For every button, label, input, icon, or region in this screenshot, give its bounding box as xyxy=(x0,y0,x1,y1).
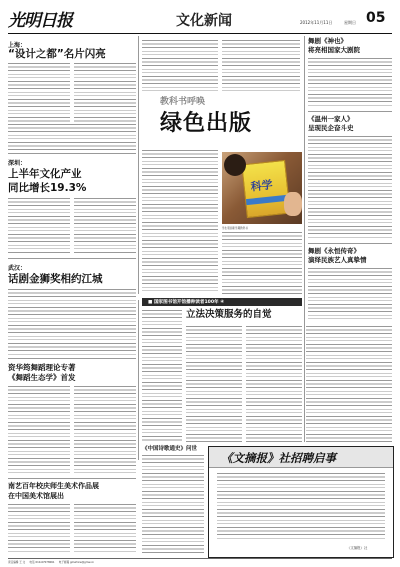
article-body-eternal-legend xyxy=(308,268,392,322)
headline-dance-shenye-line2: 将亮相国家大剧院 xyxy=(308,46,360,54)
headline-eternal-legend-line1: 舞剧《永恒传奇》 xyxy=(308,247,360,255)
article-body-shanghai xyxy=(74,63,136,123)
article-divider xyxy=(8,258,136,259)
headline-wenzhou-line2: 呈现民企奋斗史 xyxy=(308,124,354,132)
ad-body xyxy=(217,473,385,541)
library-article-body xyxy=(306,326,392,442)
article-body-shanghai xyxy=(8,124,136,150)
column-divider xyxy=(138,36,139,294)
headline-shanghai: “设计之都”名片闪亮 xyxy=(8,48,106,60)
article-body-art-exhibit xyxy=(74,504,136,554)
recruitment-ad xyxy=(208,446,394,558)
article-body-dance-book xyxy=(74,386,136,474)
feature-kicker: 教科书呼唤 xyxy=(160,97,206,107)
footer-credits: 责任编辑 王 文 电话 010-67078061 电子邮箱 gmwhxw@gmw.cn xyxy=(8,561,95,564)
feature-body xyxy=(222,232,302,294)
headline-eternal-legend-line2: 演绎民族艺人真挚情 xyxy=(308,256,367,264)
feature-photo xyxy=(222,152,302,224)
issue-date: 2012年11月11日 xyxy=(300,20,333,25)
masthead xyxy=(8,4,392,34)
headline-legislative: 立法决策服务的自觉 xyxy=(186,309,272,320)
headline-dance-shenye-line1: 舞剧《神也》 xyxy=(308,37,347,45)
footer-rule xyxy=(8,558,392,559)
article-body-dance-book xyxy=(8,386,70,474)
ad-title: 《文摘报》社招聘启事 xyxy=(221,451,336,465)
photo-book-cover xyxy=(241,160,290,218)
feature-body xyxy=(142,150,218,294)
newspaper-logo: 光明日报 xyxy=(8,11,72,31)
column-divider xyxy=(138,300,139,460)
photo-book-stripe xyxy=(246,195,288,205)
article-divider xyxy=(8,153,136,154)
library-article-body xyxy=(186,326,242,442)
article-kicker-wuhan: 武汉： xyxy=(8,265,27,272)
article-body-dance-shenye xyxy=(308,58,392,108)
column-divider xyxy=(304,36,305,442)
article-divider xyxy=(308,243,392,244)
page-number: 05 xyxy=(366,10,386,26)
photo-book-title: 科学 xyxy=(250,178,274,194)
article-divider xyxy=(8,358,136,359)
feature-intro-box xyxy=(142,40,218,92)
poetry-article-body xyxy=(142,455,204,555)
article-divider xyxy=(308,111,392,112)
headline-wuhan: 话剧金狮奖相约江城 xyxy=(8,273,103,285)
section-title: 文化新闻 xyxy=(176,13,232,29)
feature-intro-box xyxy=(222,40,300,92)
article-body-wenzhou xyxy=(308,136,392,240)
masthead-rule xyxy=(8,33,392,34)
article-body-art-exhibit xyxy=(8,504,70,554)
ad-title-bar xyxy=(209,447,393,468)
headline-art-exhibit-line2: 在中国美术馆展出 xyxy=(8,492,64,500)
headline-dance-book-line2: 《舞蹈生态学》首发 xyxy=(8,373,76,382)
feature-headline: 绿色出版 xyxy=(160,111,253,136)
headline-poetry-history: 《中国诗歌通史》问世 xyxy=(142,446,198,452)
article-kicker-shenzhen: 深圳： xyxy=(8,160,27,167)
headline-art-exhibit-line1: 南艺百年校庆师生美术作品展 xyxy=(8,482,99,490)
photo-caption: 学生领到新学期教科书 xyxy=(222,227,248,230)
library-article-body xyxy=(246,326,302,442)
photo-child-head xyxy=(224,154,246,176)
headline-wenzhou-line1: 《温州一家人》 xyxy=(308,115,354,123)
article-body-shenzhen xyxy=(8,198,70,254)
issue-weekday: 星期日 xyxy=(344,20,356,25)
headline-shenzhen-line1: 上半年文化产业 xyxy=(8,168,82,180)
series-banner-text: ■ 国家图书馆开馆播种读者100年 ④ xyxy=(148,300,225,305)
headline-dance-book-line1: 资华筠舞蹈理论专著 xyxy=(8,363,76,372)
library-article-body xyxy=(142,310,182,442)
series-banner xyxy=(142,298,302,306)
ad-signature: 《文摘报》社 xyxy=(347,546,368,550)
article-body-shenzhen xyxy=(74,198,136,254)
article-body-shanghai xyxy=(8,63,70,123)
article-divider xyxy=(8,478,136,479)
photo-child-face xyxy=(284,192,302,216)
article-body-wuhan xyxy=(8,289,136,355)
headline-shenzhen-line2: 同比增长19.3% xyxy=(8,182,87,194)
article-kicker-shanghai: 上海： xyxy=(8,42,27,49)
